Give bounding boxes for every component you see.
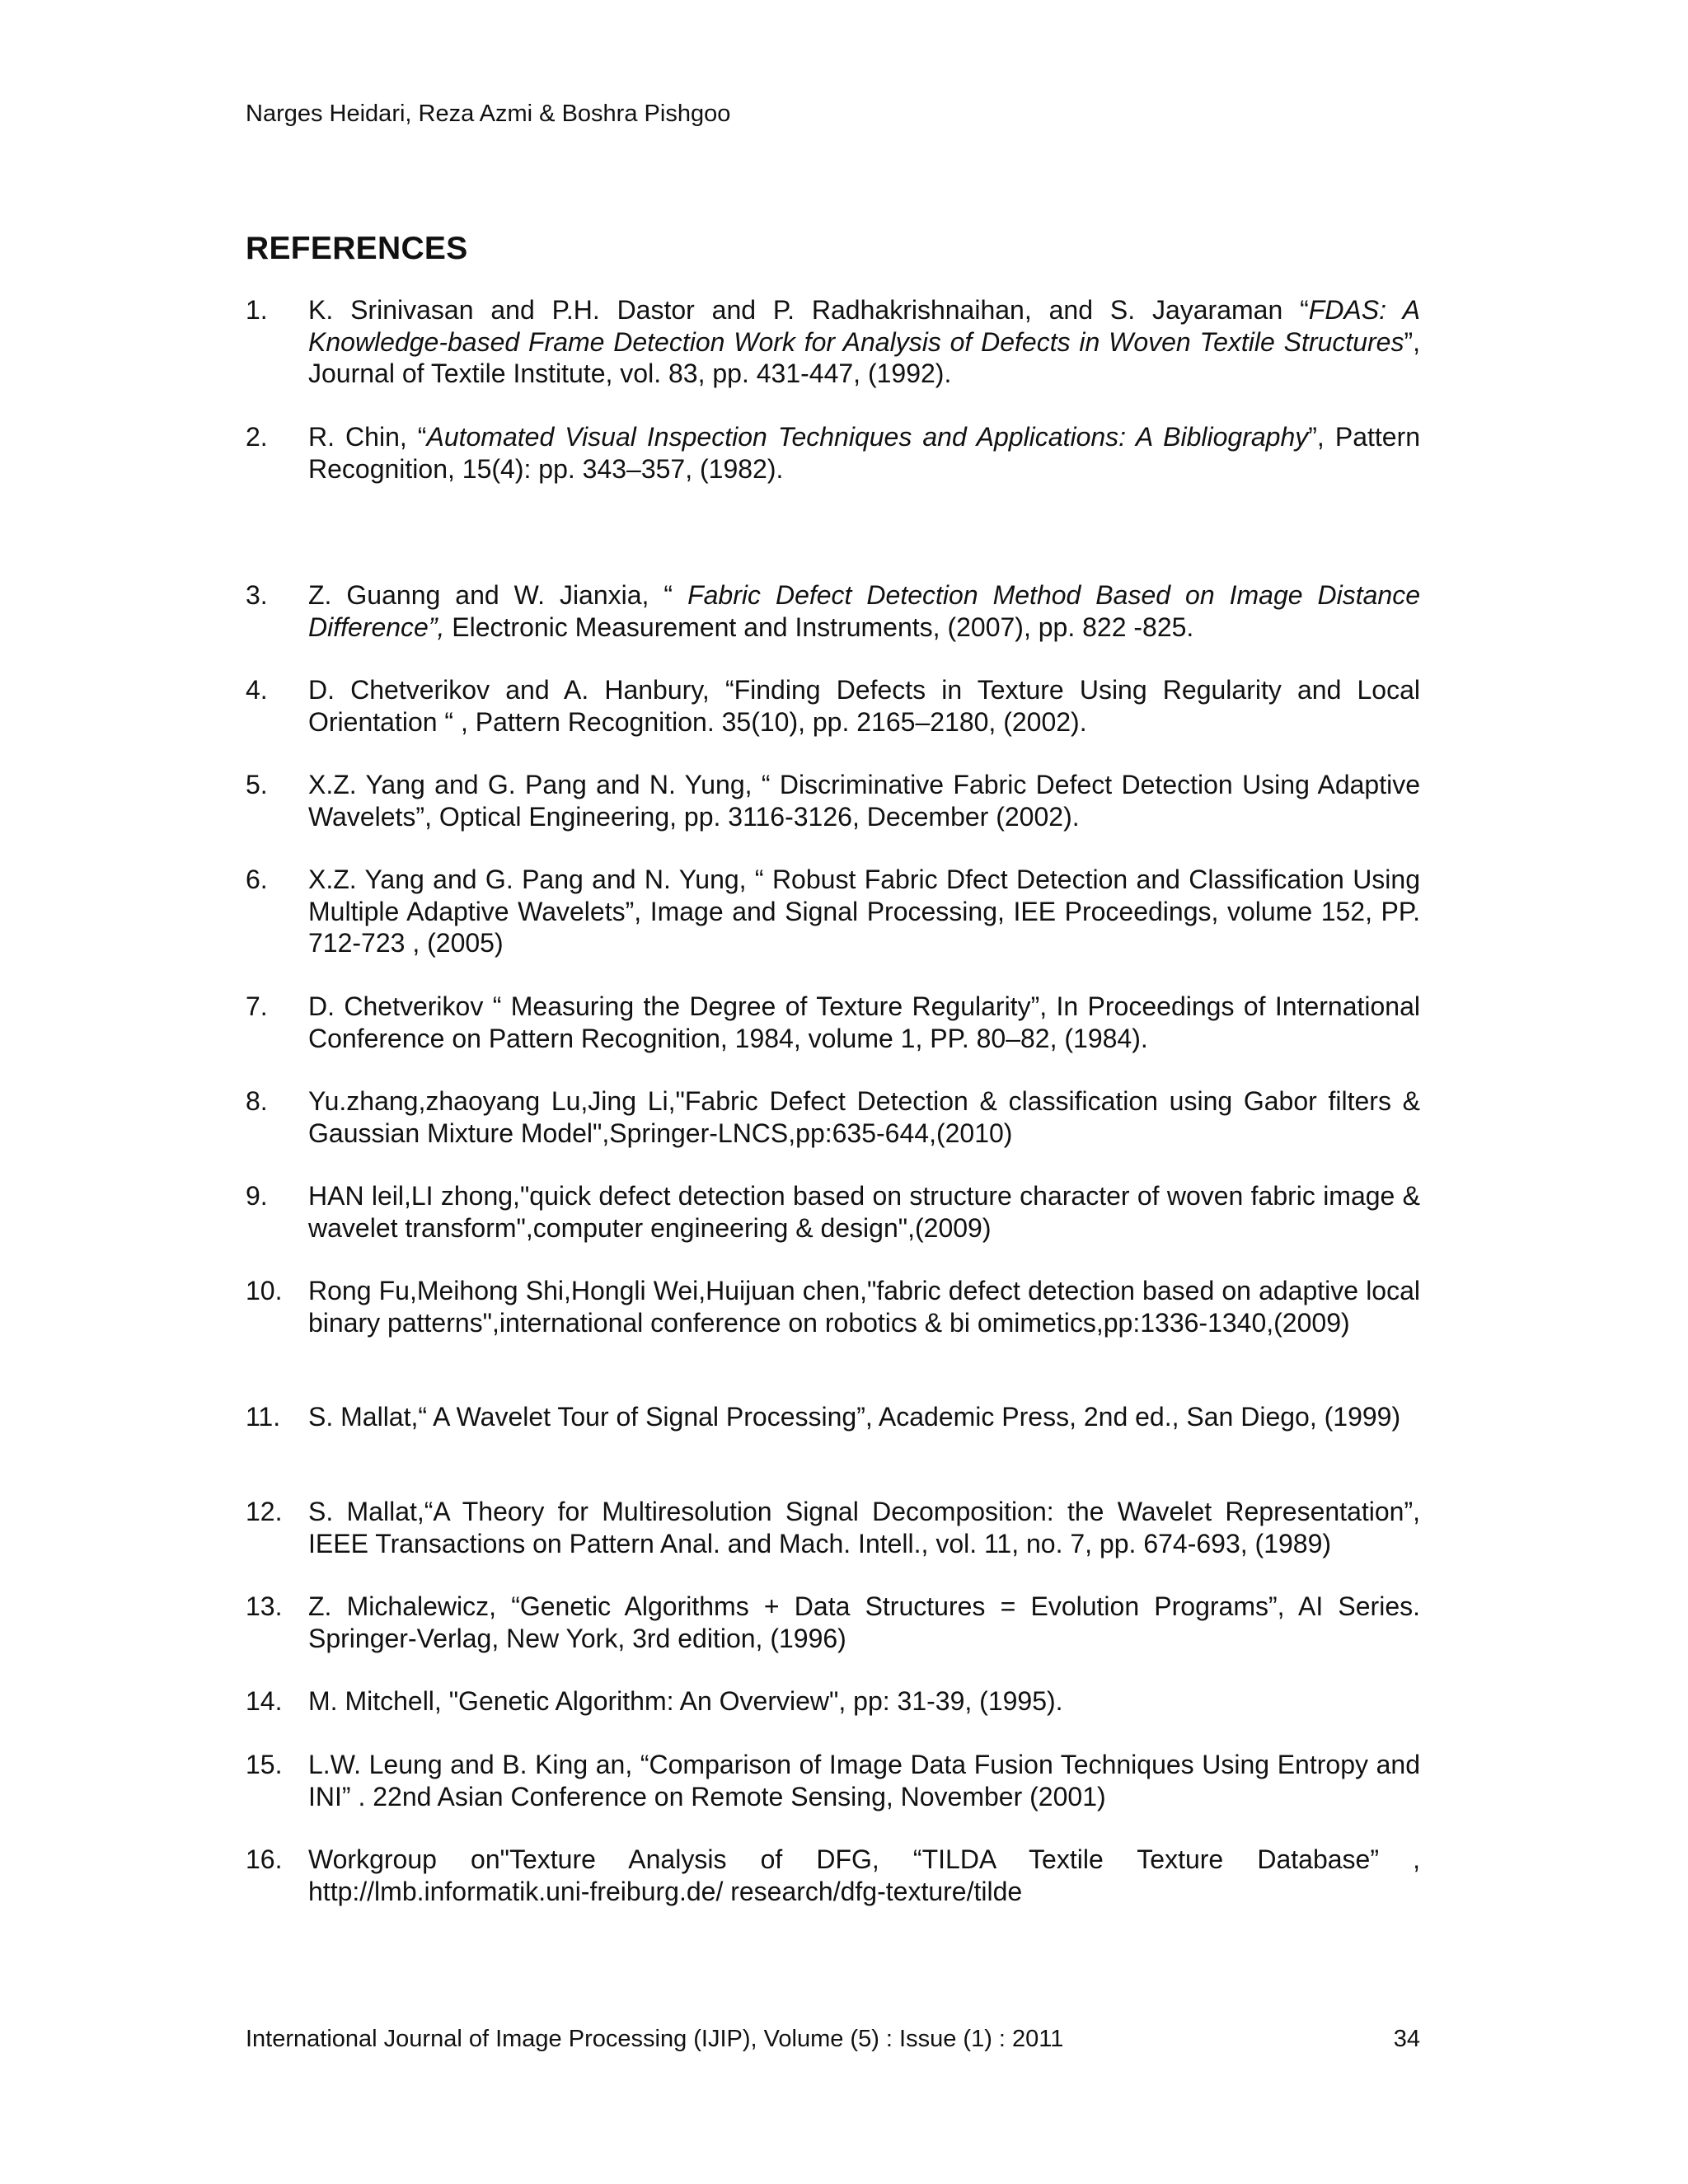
reference-text: Rong Fu,Meihong Shi,Hongli Wei,Huijuan chen,"fabric defect detection based on adaptive local binary patterns",international conference on robotics & bi omimetics,pp:1336-1340,(2009) [308, 1276, 1420, 1338]
reference-text: Z. Guanng and W. Jianxia, “ Fabric Defect Detection Method Based on Image Distance Difference”, Electronic Measurement and Instruments, (2007), pp. 822 -825. [308, 580, 1421, 642]
reference-item [246, 1401, 1420, 1433]
reference-number: 3. [246, 580, 268, 610]
reference-number: 10. [246, 1276, 283, 1305]
reference-number: 8. [246, 1086, 268, 1116]
reference-text: Yu.zhang,zhaoyang Lu,Jing Li,"Fabric Defect Detection & classification using Gabor filters & Gaussian Mixture Model",Springer-LNCS,pp:635-644,(2010) [308, 1086, 1420, 1148]
section-title: REFERENCES [246, 231, 468, 266]
reference-text: L.W. Leung and B. King an, “Comparison of Image Data Fusion Techniques Using Entropy and INI” . 22nd Asian Conference on Remote Sensing, November (2001) [308, 1750, 1420, 1811]
reference-text: S. Mallat,“ A Wavelet Tour of Signal Processing”, Academic Press, 2nd ed., San Diego, (1999) [308, 1402, 1401, 1432]
reference-item [246, 1844, 1420, 1907]
reference-number: 7. [246, 991, 268, 1021]
reference-number: 9. [246, 1181, 268, 1211]
reference-number: 16. [246, 1844, 283, 1874]
reference-text: D. Chetverikov and A. Hanbury, “Finding Defects in Texture Using Regularity and Local Orientation “ , Pattern Recognition. 35(10), pp. 2165–2180, (2002). [308, 675, 1420, 737]
footer-page-number: 34 [1393, 2026, 1420, 2052]
reference-number: 2. [246, 422, 268, 452]
reference-title: FDAS: A Knowledge-based Frame Detection Work for Analysis of Defects in Woven Textile Structures [308, 295, 1421, 357]
reference-item [246, 1591, 1420, 1654]
reference-item [246, 1496, 1420, 1559]
reference-number: 14. [246, 1686, 283, 1716]
reference-item [246, 864, 1420, 959]
reference-number: 13. [246, 1591, 283, 1621]
reference-item [246, 1685, 1420, 1718]
reference-number: 1. [246, 295, 268, 325]
reference-text: X.Z. Yang and G. Pang and N. Yung, “ Robust Fabric Dfect Detection and Classification Using Multiple Adaptive Wavelets”, Image and Signal Processing, IEE Proceedings, volume 152, PP. 712-723 , (2005) [308, 865, 1420, 958]
running-head: Narges Heidari, Reza Azmi & Boshra Pishgoo [246, 101, 731, 127]
reference-item [246, 1275, 1420, 1338]
reference-text: R. Chin, “Automated Visual Inspection Techniques and Applications: A Bibliography”, Pattern Recognition, 15(4): pp. 343–357, (1982). [308, 422, 1421, 484]
reference-text: HAN leil,LI zhong,"quick defect detection based on structure character of woven fabric image & wavelet transform",computer engineering & design",(2009) [308, 1181, 1420, 1243]
reference-item [246, 294, 1420, 390]
reference-item [246, 769, 1420, 832]
reference-text: Workgroup on"Texture Analysis of DFG, “TILDA Textile Texture Database” , http://lmb.informatik.uni-freiburg.de/ research/dfg-texture/tilde [308, 1844, 1420, 1906]
reference-item [246, 1085, 1420, 1149]
reference-text: M. Mitchell, "Genetic Algorithm: An Overview", pp: 31-39, (1995). [308, 1686, 1063, 1716]
reference-title: Fabric Defect Detection Method Based on Image Distance Difference”, [308, 580, 1421, 642]
reference-item [246, 1180, 1420, 1244]
reference-item [246, 1749, 1420, 1812]
reference-number: 4. [246, 675, 268, 705]
reference-number: 12. [246, 1497, 283, 1526]
reference-title: Automated Visual Inspection Techniques and Applications: A Bibliography [426, 422, 1309, 452]
reference-number: 15. [246, 1750, 283, 1779]
reference-item [246, 991, 1420, 1054]
reference-text: Z. Michalewicz, “Genetic Algorithms + Data Structures = Evolution Programs”, AI Series. Springer-Verlag, New York, 3rd edition, (1996) [308, 1591, 1420, 1653]
reference-text: S. Mallat,“A Theory for Multiresolution Signal Decomposition: the Wavelet Representation”, IEEE Transactions on Pattern Anal. and Mach. Intell., vol. 11, no. 7, pp. 674-693, (1989) [308, 1497, 1420, 1558]
reference-item [246, 579, 1420, 643]
footer-journal: International Journal of Image Processing (IJIP), Volume (5) : Issue (1) : 2011 [246, 2026, 1064, 2052]
reference-item [246, 674, 1420, 738]
reference-text: D. Chetverikov “ Measuring the Degree of Texture Regularity”, In Proceedings of International Conference on Pattern Recognition, 1984, volume 1, PP. 80–82, (1984). [308, 991, 1420, 1053]
reference-text: X.Z. Yang and G. Pang and N. Yung, “ Discriminative Fabric Defect Detection Using Adaptive Wavelets”, Optical Engineering, pp. 3116-3126, December (2002). [308, 770, 1420, 832]
reference-text: K. Srinivasan and P.H. Dastor and P. Radhakrishnaihan, and S. Jayaraman “FDAS: A Knowledge-based Frame Detection Work for Analysis of Defects in Woven Textile Structures”, Journal of Textile Institute, vol. 83, pp. 431-447, (1992). [308, 295, 1421, 388]
reference-item [246, 421, 1420, 485]
reference-number: 5. [246, 770, 268, 799]
reference-number: 11. [246, 1402, 281, 1432]
reference-number: 6. [246, 865, 268, 894]
